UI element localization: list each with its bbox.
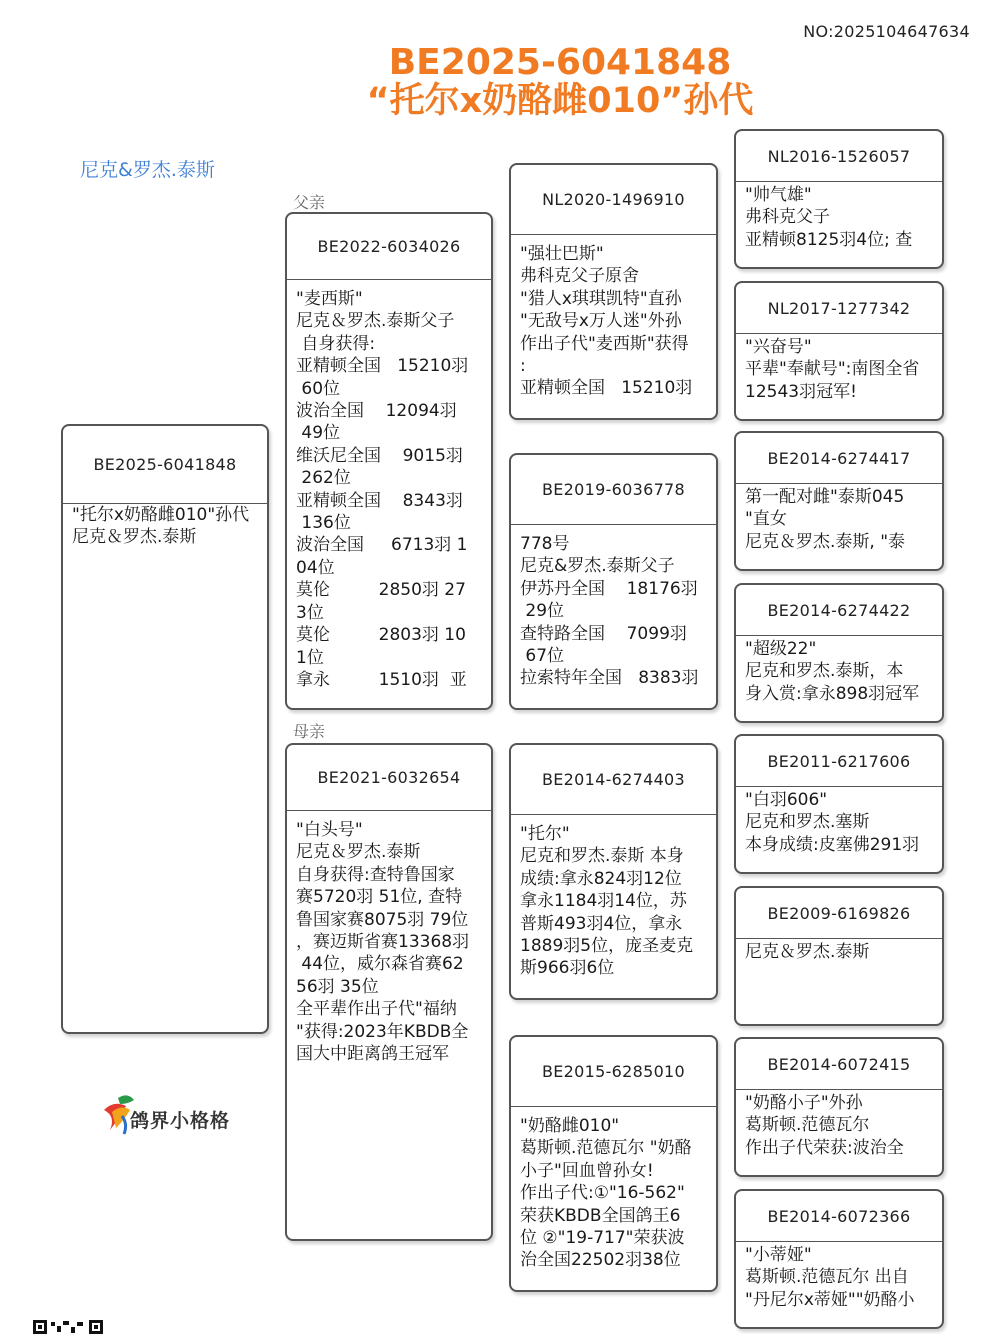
subject-text: "托尔x奶酪雌010"孙代 尼克＆罗杰.泰斯 xyxy=(72,505,250,548)
grandparent-text: "强壮巴斯" 弗科克父子原舍 "猎人x琪琪凯特"直孙 "无敌号x万人迷"外孙 作出子代"麦西斯"获得 : 亚精顿全国 15210羽 xyxy=(520,244,693,399)
great-grandparent-text: "超级22" 尼克和罗杰.泰斯，本 身入赏:拿永898羽冠军 xyxy=(745,639,920,704)
page-subtitle: “托尔x奶酪雌010”孙代 xyxy=(366,81,754,121)
grandparent-ring: BE2014-6274403 xyxy=(511,745,716,815)
document-number: NO:2025104647634 xyxy=(803,22,970,41)
subject-card xyxy=(61,424,269,1034)
grandparent-ring: NL2020-1496910 xyxy=(511,165,716,235)
grandparent-text: "奶酪雌010" 葛斯顿.范德瓦尔 "奶酪 小子"回血曾孙女! 作出子代:①"16-562" 荣获KBDB全国鸽王6 位 ②"19-717"荣获波 治全国22502羽38位 xyxy=(520,1116,692,1271)
great-grandparent-text: "帅气雄" 弗科克父子 亚精顿8125羽4位; 查 xyxy=(745,185,913,250)
dam-ring: BE2021-6032654 xyxy=(287,745,491,811)
dam-text: "白头号" 尼克＆罗杰.泰斯 自身获得:查特鲁国家 赛5720羽 51位, 查特 鲁国家赛8075羽 79位 ，赛迈斯省赛13368羽 44位，威尔森省赛62 56羽 35位 全平辈作出子代"福纳 "获得:2023年KBDB全 国大中距离鸽王冠军 xyxy=(296,820,470,1065)
mother-label: 母亲 xyxy=(293,722,326,741)
great-grandparent-text: "小蒂娅" 葛斯顿.范德瓦尔 出自 "丹尼尔x蒂娅""奶酪小 xyxy=(745,1245,915,1310)
grandparent-card xyxy=(509,743,718,1000)
grandparent-card xyxy=(509,1035,718,1292)
great-grandparent-ring: BE2011-6217606 xyxy=(736,736,942,787)
great-grandparent-ring: BE2014-6274417 xyxy=(736,433,942,484)
great-grandparent-text: "兴奋号" 平辈"奉献号":南图全省 12543羽冠军! xyxy=(745,337,920,402)
father-label: 父亲 xyxy=(293,193,326,212)
great-grandparent-card xyxy=(734,281,944,421)
grandparent-ring: BE2019-6036778 xyxy=(511,455,716,525)
great-grandparent-text: 尼克＆罗杰.泰斯 xyxy=(745,942,870,962)
sire-card xyxy=(285,212,493,710)
sire-text: "麦西斯" 尼克＆罗杰.泰斯父子 自身获得: 亚精顿全国 15210羽 60位 波治全国 12094羽 49位 维沃尼全国 9015羽 262位 亚精顿全国 8343羽 136位 波治全国 6713羽 1 04位 莫伦 2850羽 27 3位 莫伦 2803羽 10 1位 拿永 1510羽 亚 xyxy=(296,289,469,690)
great-grandparent-ring: NL2017-1277342 xyxy=(736,283,942,334)
great-grandparent-text: "白羽606" 尼克和罗杰.塞斯 本身成绩:皮塞佛291羽 xyxy=(745,790,920,855)
great-grandparent-card xyxy=(734,583,944,723)
dam-card xyxy=(285,743,493,1241)
grandparent-card xyxy=(509,163,718,420)
great-grandparent-ring: BE2014-6274422 xyxy=(736,585,942,636)
great-grandparent-ring: NL2016-1526057 xyxy=(736,131,942,182)
grandparent-ring: BE2015-6285010 xyxy=(511,1037,716,1107)
great-grandparent-card xyxy=(734,734,944,874)
great-grandparent-text: 第一配对雌"泰斯045 "直女 尼克＆罗杰.泰斯, "泰 xyxy=(745,487,906,552)
great-grandparent-card xyxy=(734,1037,944,1177)
sire-ring: BE2022-6034026 xyxy=(287,214,491,280)
great-grandparent-ring: BE2014-6072366 xyxy=(736,1191,942,1242)
grandparent-card xyxy=(509,453,718,710)
qr-code-icon xyxy=(33,1318,103,1336)
breeder-name: 尼克&罗杰.泰斯 xyxy=(80,159,215,181)
logo-text: 鸽界小格格 xyxy=(130,1110,231,1132)
great-grandparent-ring: BE2014-6072415 xyxy=(736,1039,942,1090)
page-title-ring: BE2025-6041848 xyxy=(388,42,732,83)
great-grandparent-card xyxy=(734,129,944,269)
great-grandparent-card xyxy=(734,886,944,1026)
grandparent-text: "托尔" 尼克和罗杰.泰斯 本身 成绩:拿永824羽12位 拿永1184羽14位，苏 普斯493羽4位，拿永 1889羽5位，庞圣麦克 斯966羽6位 xyxy=(520,824,694,979)
great-grandparent-card xyxy=(734,431,944,571)
great-grandparent-card xyxy=(734,1189,944,1329)
great-grandparent-text: "奶酪小子"外孙 葛斯顿.范德瓦尔 作出子代荣获:波治全 xyxy=(745,1093,904,1158)
grandparent-text: 778号 尼克&罗杰.泰斯父子 伊苏丹全国 18176羽 29位 查特路全国 7099羽 67位 拉索特年全国 8383羽 xyxy=(520,534,699,689)
subject-ring: BE2025-6041848 xyxy=(63,426,267,504)
great-grandparent-ring: BE2009-6169826 xyxy=(736,888,942,939)
